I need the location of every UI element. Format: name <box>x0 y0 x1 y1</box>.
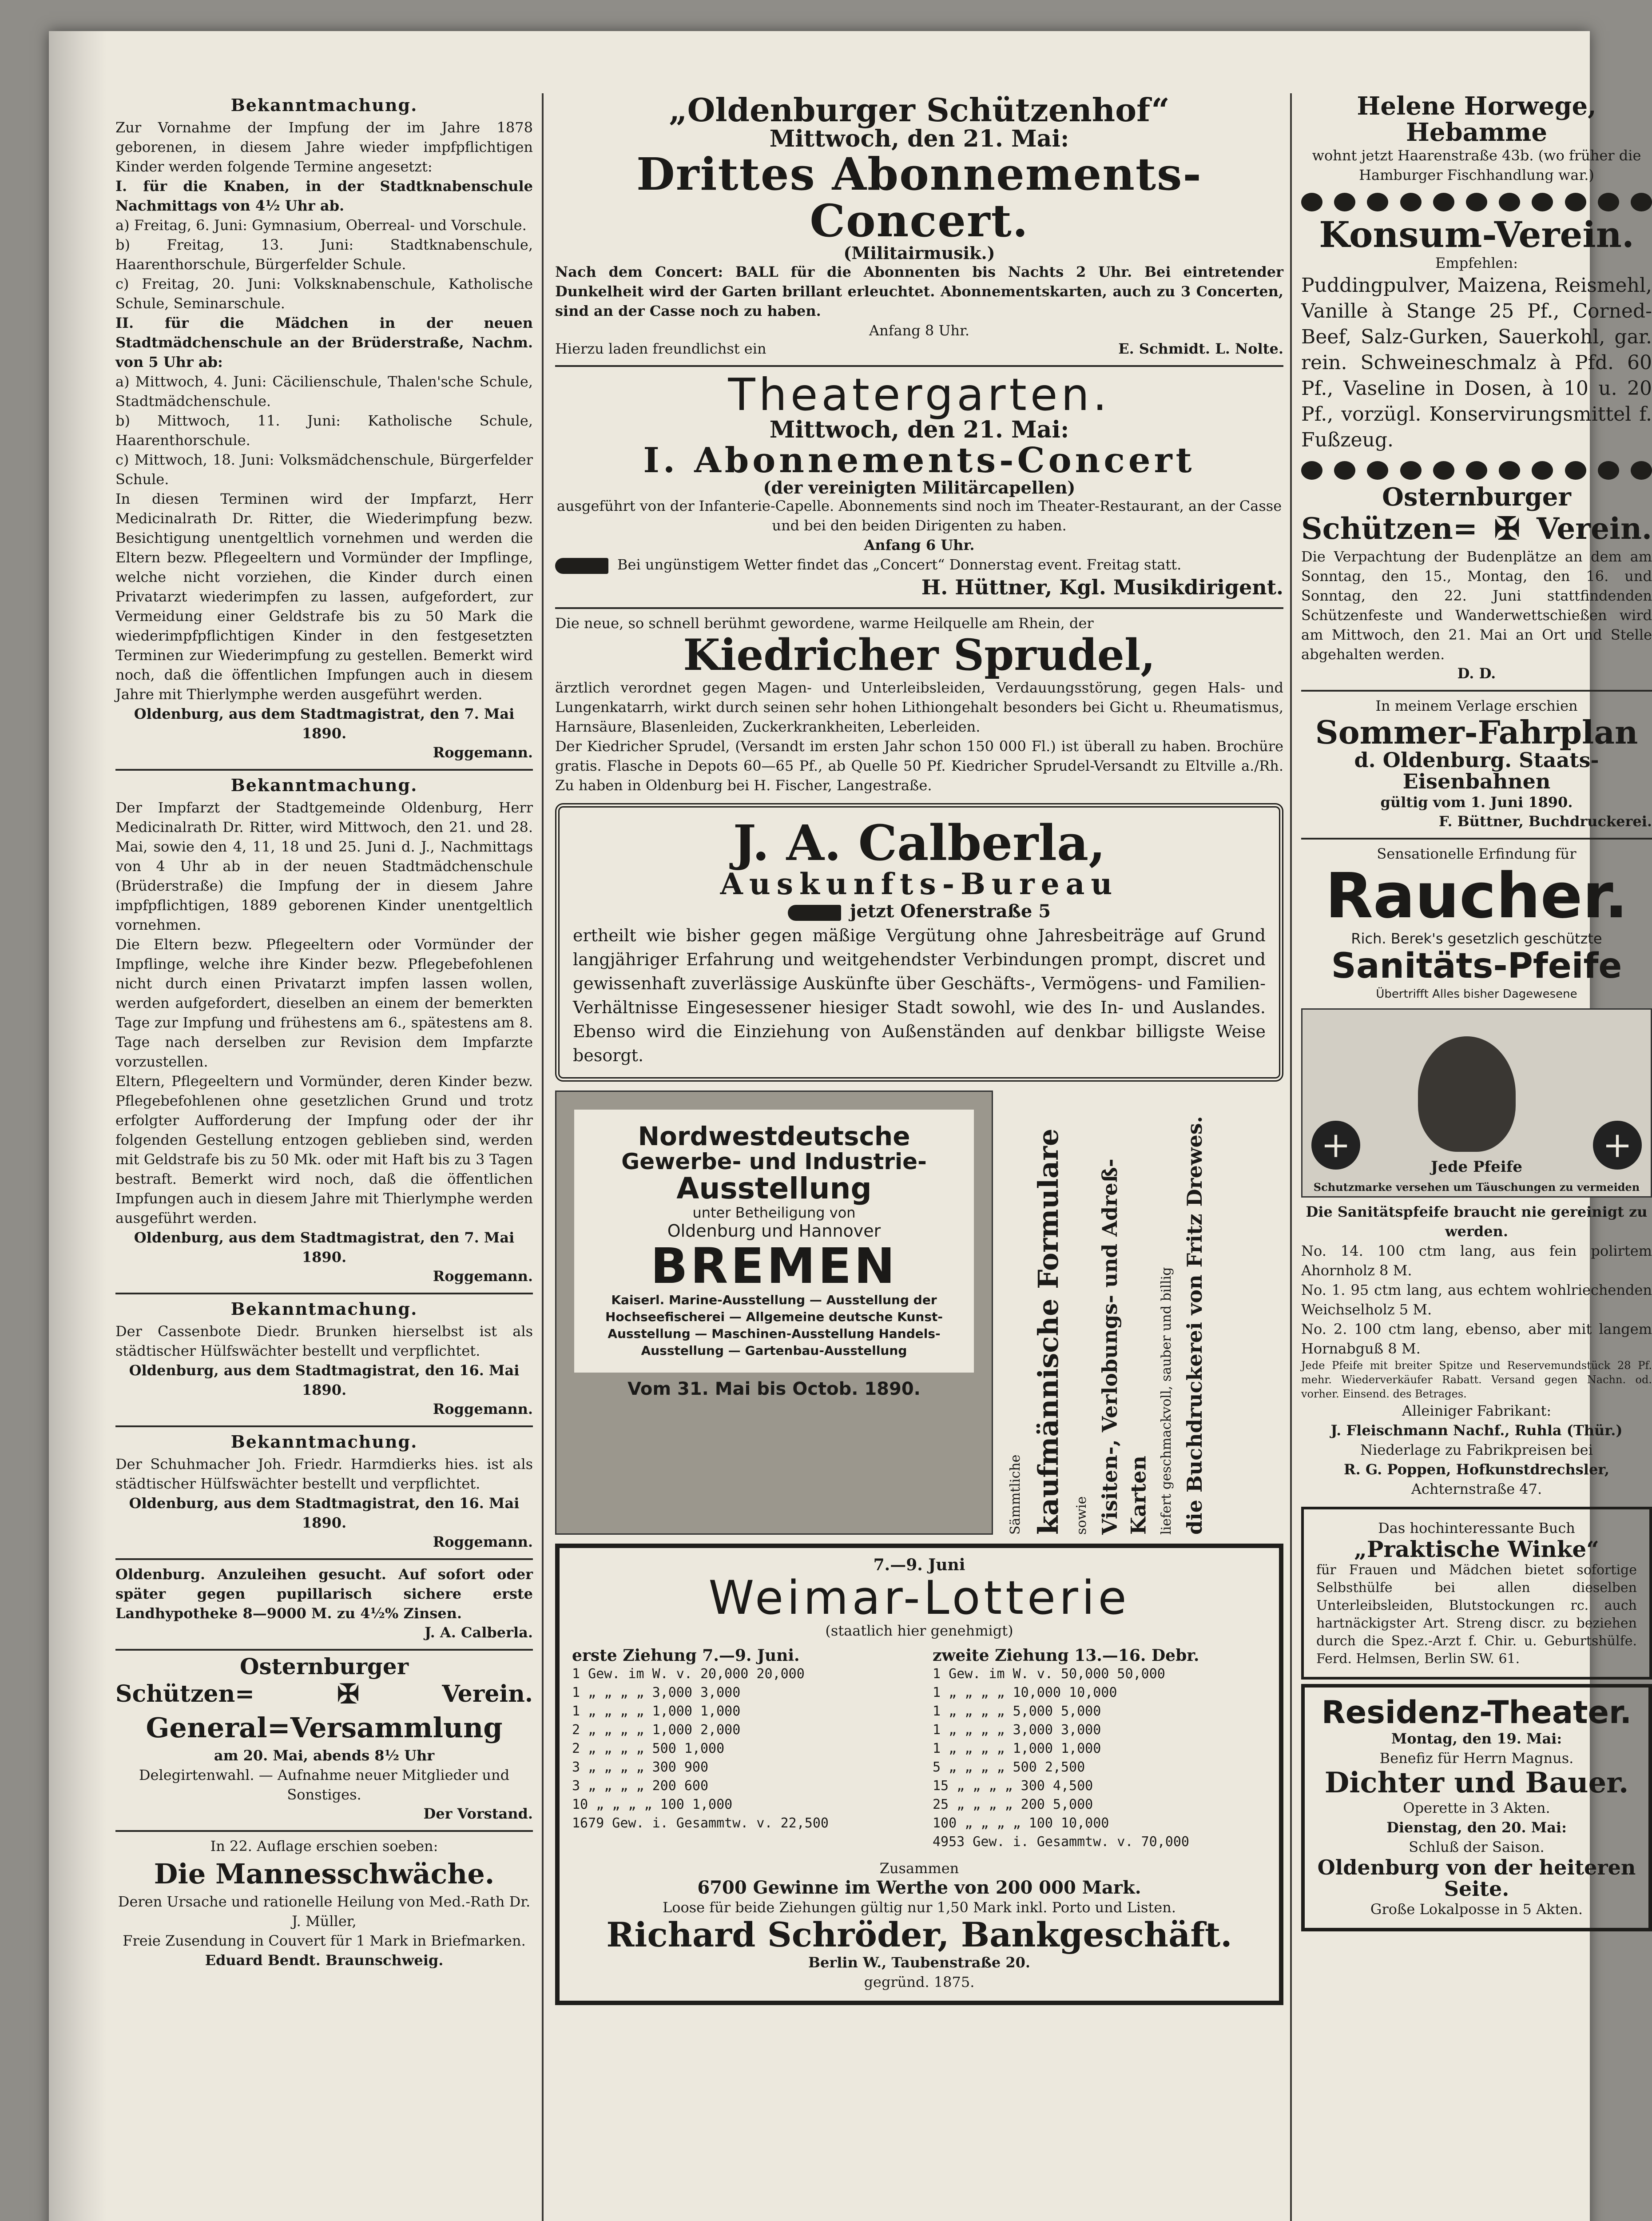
ad-text: Anfang 8 Uhr. <box>869 322 969 339</box>
prize-table-heading: zweite Ziehung 13.—16. Debr. <box>933 1646 1199 1665</box>
ad-bremen-exhibition <box>555 1091 993 1535</box>
ad-text: Die Verpachtung der Budenplätze an dem am Sonntag, den 15., Montag, den 16. und Sonntag, den 22. Juni stattfindenden Schützenfeste und Wanderwettschießen wird am Mittwoch, den 21. Mai an Ort und Stelle abgehalten werden. <box>1301 548 1652 663</box>
ad-headline: Kiedricher Sprudel, <box>683 630 1156 681</box>
ad-text: ausgeführt von der Infanterie-Capelle. Abonnements sind noch im Theater-Restaurant, an der Casse und bei den beiden Dirigenten zu haben. <box>556 498 1282 534</box>
column-center <box>555 93 1283 2010</box>
prize-row: 5 „ „ „ „ 500 2,500 <box>933 1759 1085 1775</box>
notice-text: b) Mittwoch, 11. Juni: Katholische Schule, Haarenthorschule. <box>115 412 533 449</box>
exhibition-poster <box>574 1110 974 1373</box>
column-rule <box>1290 93 1292 2221</box>
poster-text: Oldenburg und Hannover <box>667 1221 881 1241</box>
divider <box>115 769 533 771</box>
ad-book <box>115 1836 533 1970</box>
ad-title: „Praktische Winke“ <box>1354 1536 1599 1563</box>
notice-heading: Bekanntmachung. <box>230 1432 418 1452</box>
illustration-caption: Schutzmarke versehen um Täuschungen zu vermeiden <box>1313 1181 1640 1194</box>
ad-text: In meinem Verlage erschien <box>1375 697 1578 715</box>
prize-row: 3 „ „ „ „ 200 600 <box>572 1778 709 1794</box>
divider <box>555 365 1283 367</box>
ad-address: jetzt Ofenerstraße 5 <box>573 902 1266 921</box>
ad-title: Schützen= <box>115 1680 254 1708</box>
notice-signer: Roggemann. <box>433 744 533 761</box>
ad-text: Die neue, so schnell berühmt gewordene, warme Heilquelle am Rhein, der <box>555 615 1094 632</box>
divider <box>1301 690 1652 692</box>
prize-row: 3 „ „ „ „ 300 900 <box>572 1759 709 1775</box>
prize-row: 25 „ „ „ „ 200 5,000 <box>933 1797 1093 1813</box>
ad-title: Osternburger <box>239 1653 409 1680</box>
ad-text: kaufmännische Formulare <box>1032 1128 1064 1535</box>
notice-watchman-1 <box>115 1299 533 1417</box>
prize-table-first <box>572 1646 906 1851</box>
notice-text: a) Mittwoch, 4. Juni: Cäcilienschule, Thalen'sche Schule, Stadtmädchenschule. <box>115 373 533 410</box>
ad-title: Schützen= <box>1301 511 1478 546</box>
ad-text: sowie <box>1073 1496 1089 1535</box>
notice-text: c) Freitag, 20. Juni: Volksknabenschule, Katholische Schule, Seminarschule. <box>115 275 533 312</box>
ad-text: Sämmtliche <box>1008 1454 1023 1535</box>
ad-practical-tips <box>1301 1507 1652 1680</box>
ad-date: 7.—9. Juni <box>873 1556 965 1575</box>
ad-text <box>555 555 1283 574</box>
divider <box>115 1558 533 1560</box>
ad-title: „Oldenburger Schützenhof“ <box>669 91 1170 129</box>
ad-signer: Eduard Bendt. Braunschweig. <box>205 1951 444 1969</box>
ad-text: Nach dem Concert: BALL für die Abonnenten bis Nachts 2 Uhr. Bei eintretender Dunkelheit wird der Garten brillant erleuchtet. Abonnementskarten, auch zu 3 Concerten, sind an der Casse noch zu haben. <box>555 263 1283 320</box>
ad-title: Verein. <box>442 1680 533 1708</box>
divider <box>115 1293 533 1294</box>
ad-text: Puddingpulver, Maizena, Reismehl, Vanille à Stange 25 Pf., Corned-Beef, Salz-Gurken, Sauerkohl, gar. rein. Schweineschmalz à Pfd. 60 Pf., Vaseline in Dosen, à 10 u. 20 Pf., vorzügl. Konservirungsmittel f. Fußzeug. <box>1301 274 1652 451</box>
poster-text: Nordwestdeutsche <box>638 1121 910 1152</box>
newspaper-page <box>49 31 1652 2221</box>
prize-row: 1 „ „ „ „ 3,000 3,000 <box>572 1685 741 1701</box>
ad-text: In 22. Auflage erschien soeben: <box>210 1837 438 1855</box>
ad-headline: Oldenburg von der heiteren Seite. <box>1317 1855 1636 1901</box>
ad-text: gegründ. 1875. <box>864 1973 975 1990</box>
divider <box>115 1425 533 1427</box>
ad-signer: H. Hüttner, Kgl. Musikdirigent. <box>921 575 1283 600</box>
divider <box>115 1830 533 1832</box>
notice-text: In diesen Terminen wird der Impfarzt, Herr Medicinalrath Dr. Ritter, die Wiederimpfung bezw. Besichtigung unentgeltlich vornehmen und werden die Eltern bezw. Pflegeeltern und Vormünder der Impflinge, welche nicht vorziehen, die Kinder durch einen Privatarzt wiederimpfen zu lassen, aufgefordert, zur Vermeidung einer Geldstrafe bis zu 50 Mark die wiederimpfpflichtigen Kinder in den festgesetzten Terminen zur Wiederimpfung zu gestellen. Bemerkt wird noch, daß die öffentlichen Impfungen auch in diesem Jahre mit Thierlymphe werden ausgeführt werden. <box>115 490 533 703</box>
ad-text: gültig vom 1. Juni 1890. <box>1380 793 1573 811</box>
page-binding-edge <box>49 31 107 2221</box>
prize-row: 1 Gew. im W. v. 20,000 20,000 <box>572 1666 805 1682</box>
ad-title: Helene Horwege, Hebamme <box>1357 92 1596 147</box>
column-rule <box>542 93 544 2221</box>
notice-signer: Roggemann. <box>433 1268 533 1285</box>
ad-signer: Der Vorstand. <box>423 1805 533 1822</box>
ad-text: Sensationelle Erfindung für <box>1377 845 1577 862</box>
poster-text: Gewerbe- und Industrie- <box>621 1148 927 1174</box>
ad-loan-wanted <box>115 1564 533 1641</box>
ad-headline: General=Versammlung <box>146 1711 503 1744</box>
ad-address: Berlin W., Taubenstraße 20. <box>808 1954 1030 1971</box>
ad-title: Theatergarten. <box>728 369 1111 421</box>
ad-signer: J. A. Calberla. <box>424 1624 533 1641</box>
ad-title: Weimar-Lotterie <box>708 1570 1130 1625</box>
ad-text: Operette in 3 Akten. <box>1403 1799 1550 1816</box>
notice-text: Der Impfarzt der Stadtgemeinde Oldenburg, Herr Medicinalrath Dr. Ritter, wird Mittwoch, den 21. und 28. Mai, sowie den 4, 11, 18 und 25. Juni d. J., Nachmittags von 4 Uhr ab in der neuen Stadtmädchenschule (Brüderstraße) die Impfung der in diesem Jahre impfpflichtigen, 1889 geborenen Kinder unentgeltlich vornehmen. <box>115 799 533 933</box>
ad-text: Oldenburg. Anzuleihen gesucht. Auf sofort oder später gegen pupillarisch sichere erste Landhypotheke 8—9000 M. zu 4½% Zinsen. <box>115 1566 533 1622</box>
ad-text: Rich. Berek's gesetzlich geschützte <box>1351 930 1602 947</box>
ad-title: J. A. Calberla, <box>733 814 1106 872</box>
prize-table-rows <box>572 1665 906 1833</box>
ad-text: No. 1. 95 ctm lang, aus echtem wohlriechenden Weichselholz 5 M. <box>1301 1282 1652 1318</box>
ad-text: Dienstag, den 20. Mai: <box>1386 1819 1567 1836</box>
prize-row: 1 „ „ „ „ 5,000 5,000 <box>933 1704 1101 1719</box>
ad-text: No. 14. 100 ctm lang, aus fein polirtem Ahornholz 8 M. <box>1301 1242 1652 1279</box>
crossed-rifles-icon: ✠ <box>1494 510 1520 547</box>
ad-text: Übertrifft Alles bisher Dagewesene <box>1376 987 1577 1001</box>
ad-text: Achternstraße 47. <box>1411 1481 1542 1498</box>
notice-vaccination-1 <box>115 95 533 761</box>
notice-signer: Roggemann. <box>433 1533 533 1550</box>
notice-text: a) Freitag, 6. Juni: Gymnasium, Oberreal- und Vorschule. <box>115 217 527 234</box>
notice-heading: Bekanntmachung. <box>230 95 418 115</box>
ad-kiedricher-sprudel <box>555 613 1283 795</box>
ad-text: am 20. Mai, abends 8½ Uhr <box>214 1747 435 1764</box>
column-right <box>1301 93 1652 1936</box>
notice-signature: Oldenburg, aus dem Stadtmagistrat, den 7. Mai 1890. <box>134 1229 515 1266</box>
ad-text: Loose für beide Ziehungen gültig nur 1,50 Mark inkl. Porto und Listen. <box>662 1899 1176 1916</box>
ad-text: Freie Zusendung in Couvert für 1 Mark in Briefmarken. <box>123 1932 526 1949</box>
ad-text: liefert geschmackvoll, sauber und billig <box>1158 1267 1174 1535</box>
ad-title: Sommer-Fahrplan <box>1315 713 1638 752</box>
ad-text: Empfehlen: <box>1435 254 1518 271</box>
ad-calberla-bureau <box>555 803 1283 1082</box>
notice-text: Zur Vornahme der Impfung der im Jahre 1878 geborenen, in diesem Jahre wieder impfpflichtigen Kinder werden folgende Termine angesetzt: <box>115 119 533 175</box>
poster-text: BREMEN <box>650 1237 898 1294</box>
ad-signer: J. Fleischmann Nachf., Ruhla (Thür.) <box>1330 1422 1623 1439</box>
ad-headline: Dichter und Bauer. <box>1324 1766 1629 1800</box>
ad-subtitle: d. Oldenburg. Staats-Eisenbahnen <box>1354 748 1599 794</box>
poster-text: unter Betheiligung von <box>692 1204 856 1221</box>
ad-signer: F. Büttner, Buchdruckerei. <box>1438 812 1652 830</box>
ad-text: Anfang 6 Uhr. <box>864 537 975 554</box>
crossed-rifles-icon: ✠ <box>337 1678 360 1710</box>
ad-text: Delegirtenwahl. — Aufnahme neuer Mitglieder und Sonstiges. <box>139 1766 510 1803</box>
prize-row: 2 „ „ „ „ 500 1,000 <box>572 1741 725 1757</box>
ad-subtitle: (der vereinigten Militärcapellen) <box>763 477 1076 498</box>
notice-watchman-2 <box>115 1432 533 1550</box>
ad-text: Der Kiedricher Sprudel, (Versandt im ersten Jahr schon 150 000 Fl.) ist überall zu haben. Brochüre gratis. Flasche in Depots 60—65 Pf., ab Quelle 50 Pf. Kiedricher Sprudel-Versandt zu Eltville a./Rh. Zu haben in Oldenburg bei H. Fischer, Langestraße. <box>555 738 1283 794</box>
prize-row: 15 „ „ „ „ 300 4,500 <box>933 1778 1093 1794</box>
ad-headline: Die Mannesschwäche. <box>154 1857 495 1890</box>
ad-text: ärztlich verordnet gegen Magen- und Unterleibsleiden, Verdauungsstörung, gegen Hals- und Lungenkatarrh, wirkt durch seinen sehr hohen Lithiongehalt besonders bei Gicht u. Rheumatismus, Harnsäure, Blasenleiden, Zuckerkrankheiten, Leberleiden. <box>555 679 1283 736</box>
ad-text: R. G. Poppen, Hofkunstdrechsler, <box>1344 1461 1609 1478</box>
ad-text: Niederlage zu Fabrikpreisen bei <box>1360 1441 1593 1459</box>
pointing-hand-icon <box>788 905 841 921</box>
ad-subtitle: (staatlich hier genehmigt) <box>825 1622 1013 1640</box>
notice-vaccination-2 <box>115 775 533 1285</box>
ad-text: Alleiniger Fabrikant: <box>1402 1402 1552 1420</box>
ad-date: Mittwoch, den 21. Mai: <box>769 416 1069 444</box>
ad-konsum-verein <box>1301 213 1652 453</box>
notice-text: Die Eltern bezw. Pflegeeltern oder Vormünder der Impflinge, welche ihre Kinder bezw. Pflegebefohlenen nicht durch einen Privatarzt impfen lassen wollen, werden aufgefordert, dieselben an einem der bemerkten Tage zur Impfung und frühestens am 6., spätestens am 8. Tage nach derselben zur Revision dem Impfarzte vorzustellen. <box>115 936 533 1070</box>
notice-heading: Bekanntmachung. <box>230 1299 418 1319</box>
ad-text: ertheilt wie bisher gegen mäßige Vergütung ohne Jahresbeiträge auf Grund langjähriger Erfahrung und weitgehendster Verbindungen prompt, discret und gewissenhaft zuverlässige Auskünfte über Geschäfts-, Vermögens- und Familien-Verhältnisse Eingesessener hiesiger Stadt sowohl, wie des In- und Auslandes. Ebenso wird die Einziehung von Außenständen auf denkbar billigste Weise besorgt. <box>573 926 1266 1066</box>
pipe-icon <box>1418 1036 1516 1152</box>
ad-residenz-theater <box>1301 1684 1652 1931</box>
ad-shooting-club-lease <box>1301 484 1652 682</box>
ad-subtitle: (Militairmusik.) <box>843 243 995 263</box>
poster-text: Kaiserl. Marine-Ausstellung — Ausstellung der Hochseefischerei — Allgemeine deutsche Kunst-Ausstellung — Maschinen-Ausstellung Handels-Ausstellung — Gartenbau-Ausstellung <box>605 1293 943 1358</box>
prize-tables <box>572 1646 1267 1851</box>
ad-text: die Buchdruckerei von Fritz Drewes. <box>1182 1116 1207 1535</box>
prize-row: 4953 Gew. i. Gesammtw. v. 70,000 <box>933 1834 1189 1850</box>
smoker-illustration <box>1301 1008 1652 1198</box>
red-cross-icon: + <box>1311 1121 1360 1170</box>
notice-signature: Oldenburg, aus dem Stadtmagistrat, den 7. Mai 1890. <box>134 705 515 742</box>
ad-text: Visiten-, Verlobungs- und Adreß-Karten <box>1097 1158 1151 1535</box>
notice-text: c) Mittwoch, 18. Juni: Volksmädchenschule, Bürgerfelder Schule. <box>115 451 533 488</box>
notice-signer: Roggemann. <box>433 1401 533 1417</box>
ad-schuetzenhof <box>555 93 1283 357</box>
notice-text: b) Freitag, 13. Juni: Stadtknabenschule, Haarenthorschule, Bürgerfelder Schule. <box>115 236 533 273</box>
notice-signature: Oldenburg, aus dem Stadtmagistrat, den 16. Mai 1890. <box>129 1495 520 1531</box>
red-cross-icon: + <box>1593 1121 1642 1170</box>
ad-title: Osternburger <box>1382 482 1571 512</box>
notice-text: Der Schuhmacher Joh. Friedr. Harmdierks hies. ist als städtischer Hülfswächter bestellt und verpflichtet. <box>115 1456 533 1492</box>
ad-theatergarten <box>555 371 1283 599</box>
ad-title: Raucher. <box>1325 860 1628 932</box>
ad-midwife <box>1301 93 1652 185</box>
ad-subtitle: Auskunfts-Bureau <box>720 866 1119 901</box>
dot-border <box>1301 461 1652 480</box>
ad-weimar-lottery <box>555 1544 1283 2005</box>
ad-text: No. 2. 100 ctm lang, ebenso, aber mit langem Hornabguß 8 M. <box>1301 1321 1652 1357</box>
ad-date: Mittwoch, den 21. Mai: <box>769 125 1069 152</box>
notice-text: I. für die Knaben, in der Stadtknabenschule Nachmittags von 4½ Uhr ab. <box>115 178 533 214</box>
prize-row: 1 Gew. im W. v. 50,000 50,000 <box>933 1666 1165 1682</box>
prize-row: 1679 Gew. i. Gesammtw. v. 22,500 <box>572 1815 829 1831</box>
notice-heading: Bekanntmachung. <box>230 775 418 795</box>
ad-title: Konsum-Verein. <box>1319 213 1634 255</box>
poster-text: Ausstellung <box>676 1171 872 1206</box>
ad-text: Schluß der Saison. <box>1409 1838 1545 1855</box>
ad-text: 6700 Gewinne im Werthe von 200 000 Mark. <box>697 1877 1141 1899</box>
notice-text: II. für die Mädchen in der neuen Stadtmädchenschule an der Brüderstraße, Nachm. von 5 Uhr ab: <box>115 314 533 370</box>
prize-row: 2 „ „ „ „ 1,000 2,000 <box>572 1722 741 1738</box>
notice-signature: Oldenburg, aus dem Stadtmagistrat, den 16. Mai 1890. <box>129 1362 520 1398</box>
poster-dates: Vom 31. Mai bis Octob. 1890. <box>627 1379 921 1400</box>
ad-firm: Richard Schröder, Bankgeschäft. <box>606 1915 1232 1955</box>
ad-timetable <box>1301 696 1652 829</box>
pointing-hand-icon <box>555 558 608 574</box>
divider <box>555 607 1283 609</box>
ad-text: Die Sanitätspfeife braucht nie gereinigt zu werden. <box>1306 1203 1648 1240</box>
ad-text: wohnt jetzt Haarenstraße 43b. (wo früher die Hamburger Fischhandlung war.) <box>1312 147 1641 183</box>
dot-border <box>1301 193 1652 211</box>
ad-text: Montag, den 19. Mai: <box>1391 1730 1562 1747</box>
divider <box>115 1649 533 1651</box>
ads-row <box>555 1091 1283 1535</box>
ad-title: Sanitäts-Pfeife <box>1331 946 1622 986</box>
prize-table-second <box>933 1646 1267 1851</box>
illustration-caption: Jede Pfeife <box>1431 1158 1522 1176</box>
ad-text: Jede Pfeife mit breiter Spitze und Reservemundstück 28 Pf. mehr. Wiederverkäufer Rabatt. Versand gegen Nachn. od. vorher. Einsend. des Betrages. <box>1301 1359 1652 1401</box>
column-left <box>115 93 533 1978</box>
ad-text: Zusammen <box>879 1860 959 1877</box>
ad-text: Große Lokalposse in 5 Akten. <box>1370 1901 1583 1918</box>
prize-row: 100 „ „ „ „ 100 10,000 <box>933 1815 1109 1831</box>
ad-drewes-printing <box>1006 1091 1209 1535</box>
notice-text: Der Cassenbote Diedr. Brunken hierselbst ist als städtischer Hülfswächter bestellt und verpflichtet. <box>115 1323 533 1359</box>
ad-title: Residenz-Theater. <box>1321 1694 1632 1731</box>
prize-table-rows <box>933 1665 1267 1851</box>
ad-signer: E. Schmidt. L. Nolte. <box>1118 340 1283 358</box>
divider <box>1301 838 1652 840</box>
ad-headline: I. Abonnements-Concert <box>643 440 1195 481</box>
ad-shooting-club-assembly <box>115 1655 533 1822</box>
prize-row: 1 „ „ „ „ 3,000 3,000 <box>933 1722 1101 1738</box>
prize-row: 1 „ „ „ „ 1,000 1,000 <box>572 1704 741 1719</box>
prize-row: 10 „ „ „ „ 100 1,000 <box>572 1797 733 1813</box>
ad-text: für Frauen und Mädchen bietet sofortige Selbsthülfe bei allen dieselben Unterleibsleiden, Blutstockungen rc. auch hartnäckigster Art. Streng discr. zu beziehen durch die Spez.-Arzt f. Chir. u. Geburtshülfe. Ferd. Helmsen, Berlin SW. 61. <box>1316 1562 1637 1667</box>
ad-text: Das hochinteressante Buch <box>1378 1520 1575 1537</box>
ad-headline: Drittes Abonnements-Concert. <box>636 148 1202 247</box>
ad-title: Verein. <box>1537 511 1652 546</box>
prize-row: 1 „ „ „ „ 10,000 10,000 <box>933 1685 1117 1701</box>
ad-text: Hierzu laden freundlichst ein <box>555 340 766 358</box>
prize-table-heading: erste Ziehung 7.—9. Juni. <box>572 1646 800 1665</box>
ad-text: Benefiz für Herrn Magnus. <box>1379 1750 1574 1767</box>
ad-signer: D. D. <box>1457 665 1496 682</box>
ad-sanitary-pipe <box>1301 844 1652 1499</box>
ad-text: Bei ungünstigem Wetter findet das „Concert“ Donnerstag event. Freitag statt. <box>617 556 1182 573</box>
notice-text: Eltern, Pflegeeltern und Vormünder, deren Kinder bezw. Pflegebefohlenen ohne gesetzlichen Grund und trotz erfolgter Aufforderung der Impfung oder der ihr folgenden Gestellung entzogen geblieben sind, werden mit Geldstrafe bis zu 50 Mk. oder mit Haft bis zu 3 Tagen bestraft. Bemerkt wird noch, daß die öffentlichen Impfungen auch in diesem Jahre mit Thierlymphe werden ausgeführt werden. <box>115 1073 533 1226</box>
prize-row: 1 „ „ „ „ 1,000 1,000 <box>933 1741 1101 1757</box>
ad-text: Deren Ursache und rationelle Heilung von Med.-Rath Dr. J. Müller, <box>118 1893 531 1930</box>
